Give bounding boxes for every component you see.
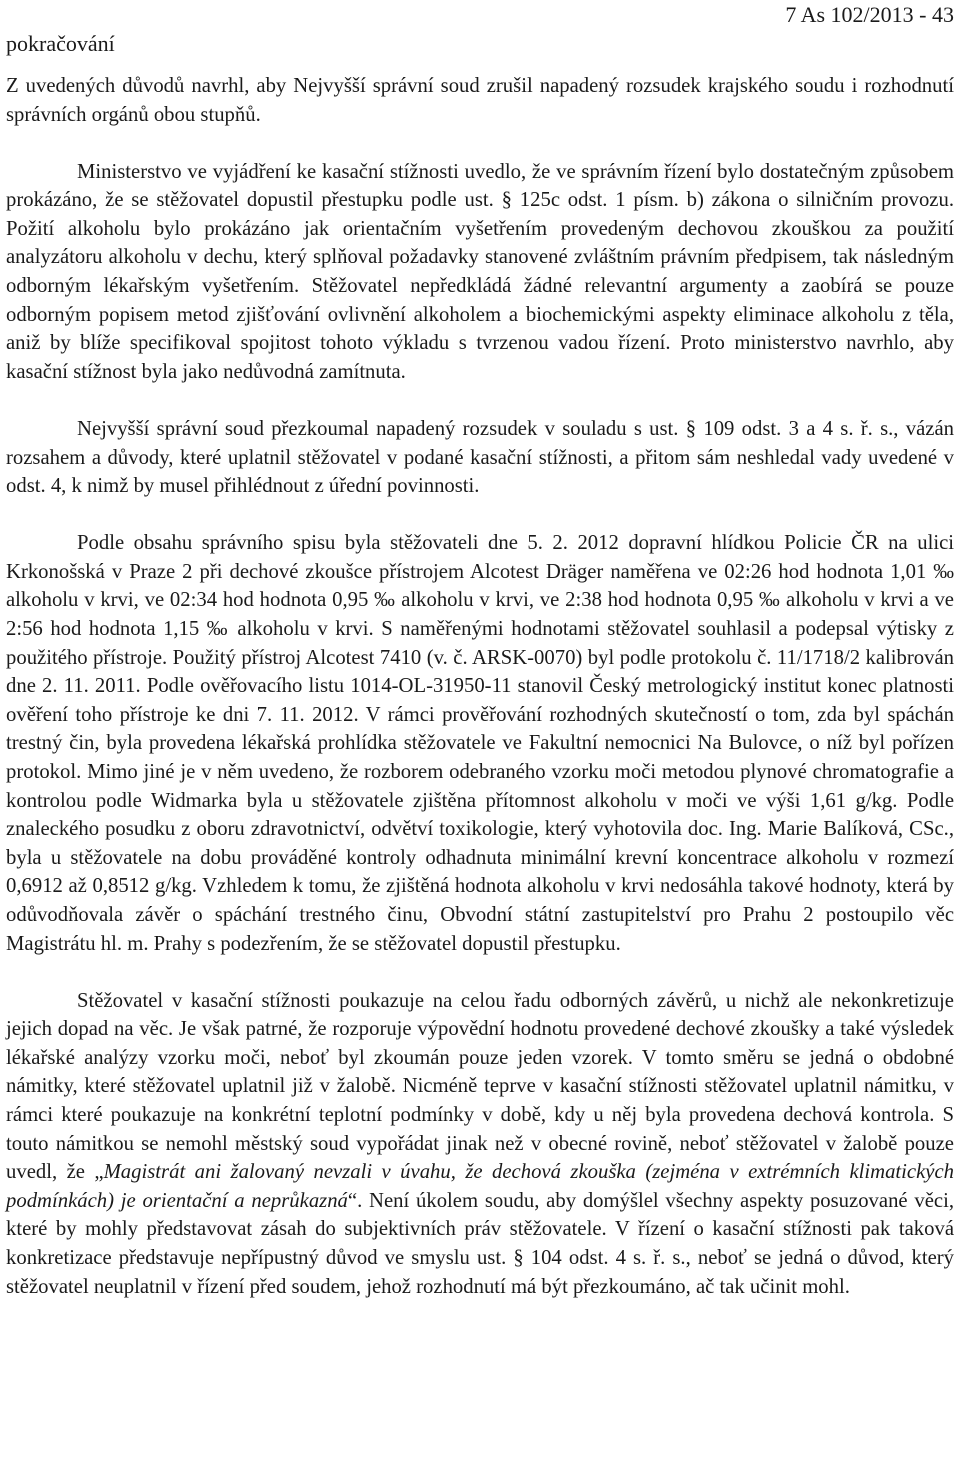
paragraph-complaint-assessment <box>6 987 954 1302</box>
paragraph-text: Stěžovatel v kasační stížnosti poukazuje na celou řadu odborných závěrů, u nichž ale nekonkretizuje jejich dopad na věc. Je však patrné, že rozporuje výpovědní hodnotu provedené dechové zkoušky a také výsledek lékařské analýzy vzorku moči, neboť byl zkoumán pouze jeden vzorek. V tomto směru se jedná o obdobné námitky, které stěžovatel uplatnil již v žalobě. Nicméně teprve v kasační stížnosti stěžovatel uplatnil námitku, v rámci které poukazuje na konkrétní teplotní podmínky v době, kdy u něj byla provedena dechová kontrola. S touto námitkou se nemohl městský soud vypořádat jinak než v obecné rovině, neboť stěžovatel v žalobě pouze uvedl, že „ <box>6 989 954 1184</box>
paragraph-text: Ministerstvo ve vyjádření ke kasační stížnosti uvedlo, že ve správním řízení bylo dostatečným způsobem prokázáno, že se stěžovatel dopustil přestupku podle ust. § 125c odst. 1 písm. b) zákona o silničním provozu. Požití alkoholu bylo prokázáno jak orientačním vyšetřením provedeným dechovou zkouškou za použití analyzátoru alkoholu v dechu, který splňoval požadavky stanovené zvláštním právním předpisem, tak následným odborným lékařským vyšetřením. Stěžovatel nepředkládá žádné relevantní argumenty a zaobírá se pouze odborným popisem metod zjišťování ovlivnění alkoholem a biochemickými aspekty eliminace alkoholu z těla, aniž by blíže specifikoval spojitost tohoto výkladu s tvrzenou vadou řízení. Proto ministerstvo navrhlo, aby kasační stížnost byla jako nedůvodná zamítnuta. <box>6 160 954 383</box>
paragraph-text: Z uvedených důvodů navrhl, aby Nejvyšší správní soud zrušil napadený rozsudek krajského soudu i rozhodnutí správních orgánů obou stupňů. <box>6 75 954 126</box>
quoted-text: Magistrát ani žalovaný nevzali v úvahu, že dechová zkouška (zejména v extrémních klimatických podmínkách) je orientační a neprůkazná <box>6 1161 954 1212</box>
paragraph-text: “. Není úkolem soudu, aby domýšlel všechny aspekty posuzované věci, které by mohly představovat zásah do subjektivních práv stěžovatele. V řízení o kasační stížnosti pak taková konkretizace představuje nepřípustný důvod ve smyslu ust. § 104 odst. 4 s. ř. s., neboť se jedná o důvod, který stěžovatel neuplatnil v řízení před soudem, jehož rozhodnutí má být přezkoumáno, ač tak učinit mohl. <box>6 1189 954 1298</box>
continuation-label: pokračování <box>6 31 115 56</box>
case-number: 7 As 102/2013 - 43 <box>785 2 954 27</box>
paragraph-text: Nejvyšší správní soud přezkoumal napadený rozsudek v souladu s ust. § 109 odst. 3 a 4 s. ř. s., vázán rozsahem a důvody, které uplatnil stěžovatel v podané kasační stížnosti, a přitom sám neshledal vady uvedené v odst. 4, k nimž by musel přihlédnout z úřední povinnosti. <box>6 417 954 498</box>
paragraph-court-review <box>6 415 954 501</box>
page-header <box>6 0 954 60</box>
paragraph-file-contents <box>6 529 954 958</box>
paragraph-ministry-statement <box>6 158 954 387</box>
paragraph-text: Podle obsahu správního spisu byla stěžovateli dne 5. 2. 2012 dopravní hlídkou Policie ČR na ulici Krkonošská v Praze 2 při dechové zkoušce přístrojem Alcotest Dräger naměřena ve 02:26 hod hodnota 1,01 ‰ alkoholu v krvi, ve 02:34 hod hodnota 0,95 ‰ alkoholu v krvi, ve 2:38 hod hodnota 0,95 ‰ alkoholu v krvi a ve 2:56 hod hodnota 1,15 ‰ alkoholu v krvi. S naměřenými hodnotami stěžovatel souhlasil a podepsal výtisky z použitého přístroje. Použitý přístroj Alcotest 7410 (v. č. ARSK-0070) byl podle protokolu č. 11/1718/2 kalibrován dne 2. 11. 2011. Podle ověřovacího listu 1014-OL-31950-11 stanovil Český metrologický institut konec platnosti ověření toho přístroje ke dni 7. 11. 2012. V rámci prověřování rozhodných skutečností o tom, zda byl spáchán trestný čin, byla provedena lékařská prohlídka stěžovatele ve Fakultní nemocnici Na Bulovce, o níž byl pořízen protokol. Mimo jiné je v něm uvedeno, že rozborem odebraného vzorku moči metodou plynové chromatografie a kontrolou podle Widmarka byla u stěžovatele zjištěna přítomnost alkoholu v moči ve výši 1,61 g/kg. Podle znaleckého posudku z oboru zdravotnictví, odvětví toxikologie, který vyhotovila doc. Ing. Marie Balíková, CSc., byla u stěžovatele na dobu prováděné kontroly odhadnuta minimální krevní koncentrace alkoholu v rozmezí 0,6912 až 0,8512 g/kg. Vzhledem k tomu, že zjištěná hodnota alkoholu v krvi nedosáhla takové hodnoty, která by odůvodňovala závěr o spáchání trestného činu, Obvodní státní zastupitelství pro Prahu 2 postoupilo věc Magistrátu hl. m. Prahy s podezřením, že se stěžovatel dopustil přestupku. <box>6 532 954 955</box>
document-body <box>6 72 954 1330</box>
paragraph-proposal <box>6 72 954 129</box>
